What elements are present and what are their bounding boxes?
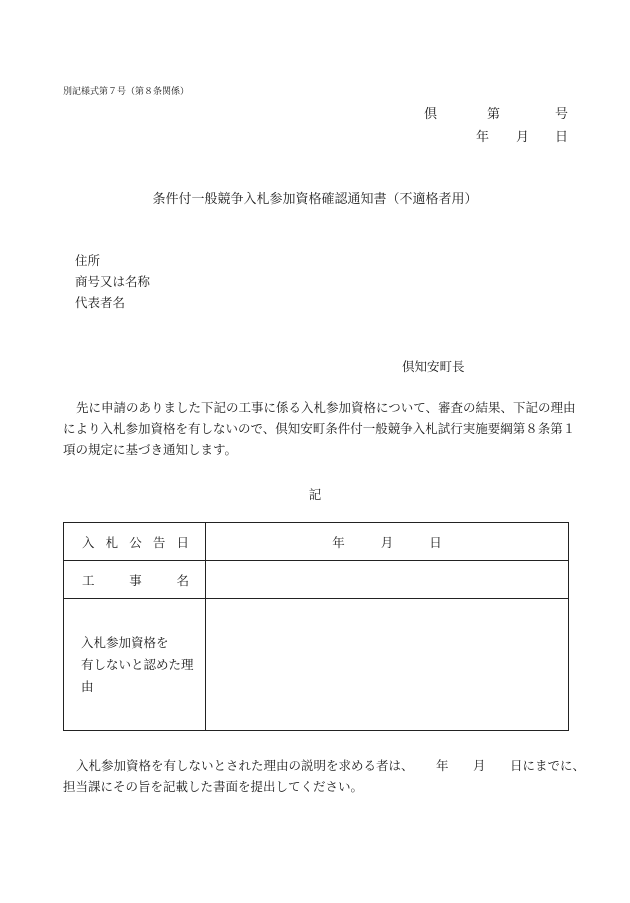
reason-label: 入札参加資格を 有しないと認めた理由	[64, 599, 206, 731]
notice-date-month: 月	[380, 534, 394, 550]
reference-prefix: 倶	[424, 107, 438, 122]
notice-date-day: 日	[429, 534, 442, 550]
document-title: 条件付一般競争入札参加資格確認通知書（不適格者用）	[152, 192, 478, 207]
reason-value	[206, 599, 569, 731]
notice-date-value	[206, 523, 569, 561]
project-name-label: 工 事 名	[64, 561, 206, 599]
issue-date-year: 年	[476, 130, 490, 145]
table-row	[64, 561, 569, 599]
notice-date-year: 年	[332, 534, 345, 550]
reference-go: 号	[555, 107, 569, 122]
table-row	[64, 523, 569, 561]
footer-year: 年	[436, 758, 449, 773]
reference-dai: 第	[487, 107, 501, 122]
footer-line-2: 担当課にその旨を記載した書面を提出してください。	[63, 779, 364, 794]
issuer-name: 倶知安町長	[402, 359, 465, 374]
table-row	[64, 599, 569, 731]
footer-month: 月	[473, 758, 486, 773]
issue-date-day: 日	[555, 130, 569, 145]
form-number: 別記様式第７号（第８条関係）	[63, 87, 190, 97]
representative-label: 代表者名	[75, 295, 126, 310]
address-label: 住所	[75, 253, 101, 268]
company-name-label: 商号又は名称	[75, 274, 151, 289]
details-table	[63, 522, 569, 731]
issue-date-month: 月	[516, 130, 530, 145]
notice-body: 先に申請のありました下記の工事に係る入札参加資格について、審査の結果、下記の理由により入札参加資格を有しないので、倶知安町条件付一般競争入札試行実施要綱第８条第１項の規定に基づき通知します。	[63, 400, 576, 457]
footer-line-1: 入札参加資格を有しないとされた理由の説明を求める者は、	[76, 758, 414, 773]
footer-day-suffix: 日にまでに、	[510, 758, 586, 773]
ki-heading: 記	[308, 487, 322, 502]
project-name-value	[206, 561, 569, 599]
notice-date-label: 入 札 公 告 日	[64, 523, 206, 561]
